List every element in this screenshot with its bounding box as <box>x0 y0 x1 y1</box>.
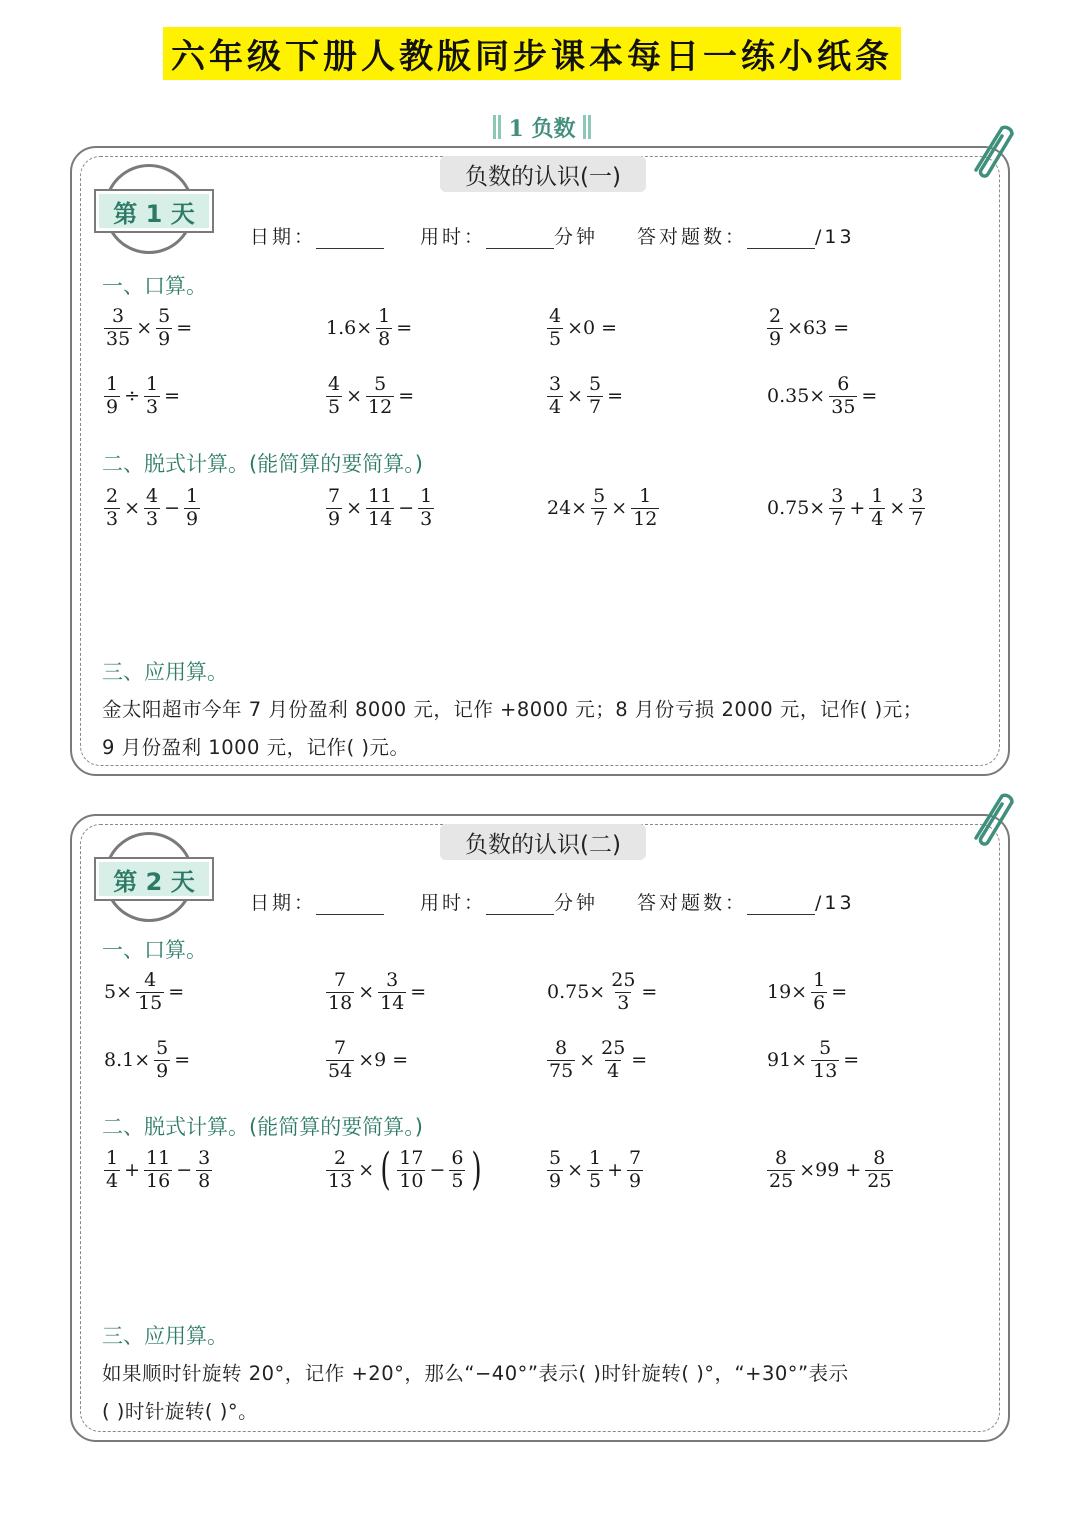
operator: = <box>396 317 413 340</box>
numerator: 8 <box>775 1147 788 1169</box>
fraction <box>376 306 392 351</box>
numerator: 1 <box>378 305 391 327</box>
fraction <box>104 1148 120 1193</box>
application-problem-line-1: 如果顺时针旋转 20°，记作 +20°，那么“−40°”表示( )时针旋转( )°，“+30°”表示 <box>102 1362 849 1385</box>
numerator: 1 <box>871 485 884 507</box>
score-field[interactable] <box>637 888 855 915</box>
denominator: 35 <box>831 395 856 418</box>
denominator: 3 <box>617 991 630 1014</box>
day-badge <box>94 164 216 254</box>
operator: = <box>831 981 848 1004</box>
numerator: 7 <box>334 969 347 991</box>
denominator: 10 <box>399 1169 424 1192</box>
math-expression <box>102 1038 192 1083</box>
parenthesis: ( <box>380 1144 391 1196</box>
math-expression <box>765 486 927 531</box>
fraction <box>865 1148 893 1193</box>
operator: ×63 = <box>787 317 850 340</box>
section-calc-note: (能简算的要简算。) <box>249 452 423 476</box>
chapter-text: 1 负数 <box>508 115 576 142</box>
fraction <box>547 1038 575 1083</box>
operator: 1.6× <box>326 317 373 340</box>
numerator: 5 <box>374 373 387 395</box>
math-expression <box>545 374 625 419</box>
chapter-bar-left <box>493 115 501 139</box>
fraction <box>869 486 885 531</box>
numerator: 5 <box>593 485 606 507</box>
operator: = <box>631 1049 648 1072</box>
section-calc-title: 二、脱式计算。 <box>102 452 249 476</box>
numerator: 8 <box>555 1037 568 1059</box>
operator: + <box>124 1159 141 1182</box>
math-expression <box>545 1148 645 1193</box>
operator: 19× <box>767 981 808 1004</box>
fraction <box>767 1148 795 1193</box>
operator: × <box>358 981 375 1004</box>
math-expression <box>545 970 659 1015</box>
section-app-heading: 三、应用算。 <box>102 1324 228 1348</box>
numerator: 3 <box>911 485 924 507</box>
math-expression <box>102 970 186 1015</box>
numerator: 4 <box>328 373 341 395</box>
numerator: 3 <box>386 969 399 991</box>
operator: ×9 = <box>358 1049 409 1072</box>
operator: × <box>889 497 906 520</box>
date-field[interactable] <box>250 222 384 249</box>
operator: × <box>346 385 363 408</box>
fraction <box>829 486 845 531</box>
section-oral-heading: 一、口算。 <box>102 274 207 298</box>
math-expression <box>765 1148 895 1193</box>
denominator: 75 <box>549 1059 574 1082</box>
fraction <box>418 486 434 531</box>
numerator: 11 <box>368 485 393 507</box>
score-label: 答对题数： <box>637 226 748 248</box>
operator: 91× <box>767 1049 808 1072</box>
operator: = <box>176 317 193 340</box>
time-field[interactable] <box>420 222 598 249</box>
date-field[interactable] <box>250 888 384 915</box>
date-label: 日期： <box>250 226 317 248</box>
section-calc-note: (能简算的要简算。) <box>249 1115 423 1139</box>
numerator: 2 <box>769 305 782 327</box>
fraction <box>397 1148 425 1193</box>
day-2-card <box>70 814 1010 1442</box>
operator: × <box>567 1159 584 1182</box>
math-expression <box>324 486 436 531</box>
fraction <box>366 486 394 531</box>
minutes-label: 分钟 <box>554 226 599 248</box>
fraction <box>104 486 120 531</box>
fraction <box>449 1148 465 1193</box>
operator: = <box>174 1049 191 1072</box>
numerator: 5 <box>156 1037 169 1059</box>
numerator: 4 <box>549 305 562 327</box>
denominator: 9 <box>158 327 171 350</box>
fraction <box>326 1148 354 1193</box>
operator: = <box>861 385 878 408</box>
math-expression <box>324 970 428 1015</box>
denominator: 54 <box>328 1059 353 1082</box>
numerator: 8 <box>873 1147 886 1169</box>
denominator: 8 <box>198 1169 211 1192</box>
fraction <box>587 1148 603 1193</box>
date-blank[interactable] <box>316 894 384 915</box>
operator: 5× <box>104 981 133 1004</box>
fraction <box>144 374 160 419</box>
denominator: 7 <box>911 507 924 530</box>
fraction <box>326 1038 354 1083</box>
paperclip-icon <box>962 786 1014 848</box>
operator: = <box>607 385 624 408</box>
denominator: 9 <box>106 395 119 418</box>
numerator: 7 <box>629 1147 642 1169</box>
denominator: 18 <box>328 991 353 1014</box>
numerator: 4 <box>144 969 157 991</box>
day-1-card <box>70 146 1010 776</box>
denominator: 8 <box>378 327 391 350</box>
numerator: 5 <box>549 1147 562 1169</box>
denominator: 5 <box>451 1169 464 1192</box>
parenthesis: ) <box>471 1144 483 1196</box>
badge-label: 第 1 天 <box>94 189 214 233</box>
operator: ×99 + <box>799 1159 862 1182</box>
math-expression <box>545 486 661 531</box>
denominator: 9 <box>328 507 341 530</box>
numerator: 7 <box>328 485 341 507</box>
numerator: 1 <box>186 485 199 507</box>
math-expression <box>765 374 879 419</box>
operator: × <box>579 1049 596 1072</box>
fraction <box>184 486 200 531</box>
fraction <box>609 970 637 1015</box>
math-expression <box>765 970 849 1015</box>
math-expression <box>102 486 202 531</box>
operator: = <box>164 385 181 408</box>
badge-label: 第 2 天 <box>94 857 214 901</box>
denominator: 13 <box>328 1169 353 1192</box>
time-label: 用时： <box>420 892 487 914</box>
operator: 24× <box>547 497 588 520</box>
operator: − <box>398 497 415 520</box>
minutes-label: 分钟 <box>554 892 599 914</box>
operator: × <box>346 497 363 520</box>
date-label: 日期： <box>250 892 317 914</box>
fraction <box>136 970 164 1015</box>
score-label: 答对题数： <box>637 892 748 914</box>
denominator: 6 <box>813 991 826 1014</box>
fraction <box>547 306 563 351</box>
denominator: 9 <box>549 1169 562 1192</box>
numerator: 7 <box>334 1037 347 1059</box>
fraction <box>909 486 925 531</box>
fraction <box>144 1148 172 1193</box>
denominator: 9 <box>629 1169 642 1192</box>
denominator: 4 <box>549 395 562 418</box>
denominator: 4 <box>106 1169 119 1192</box>
time-label: 用时： <box>420 226 487 248</box>
denominator: 9 <box>769 327 782 350</box>
operator: = <box>843 1049 860 1072</box>
math-expression <box>545 1038 649 1083</box>
day-badge <box>94 832 216 922</box>
score-blank[interactable] <box>747 228 815 249</box>
math-expression <box>102 374 182 419</box>
time-field[interactable] <box>420 888 598 915</box>
application-problem-line-1: 金太阳超市今年 7 月份盈利 8000 元，记作 +8000 元；8 月份亏损 2000 元，记作( )元； <box>102 698 923 721</box>
lesson-title: 负数的认识(二) <box>440 824 646 860</box>
fraction <box>104 374 120 419</box>
numerator: 11 <box>146 1147 171 1169</box>
denominator: 7 <box>593 507 606 530</box>
fraction <box>599 1038 627 1083</box>
numerator: 5 <box>589 373 602 395</box>
fraction <box>196 1148 212 1193</box>
operator: + <box>607 1159 624 1182</box>
numerator: 3 <box>112 305 125 327</box>
denominator: 3 <box>106 507 119 530</box>
denominator: 7 <box>589 395 602 418</box>
section-oral-heading: 一、口算。 <box>102 938 207 962</box>
section-calc-heading <box>102 448 423 478</box>
numerator: 25 <box>611 969 636 991</box>
operator: 0.75× <box>767 497 826 520</box>
math-expression <box>765 1038 861 1083</box>
application-problem-line-2: 9 月份盈利 1000 元，记作( )元。 <box>102 736 410 759</box>
denominator: 4 <box>607 1059 620 1082</box>
fraction <box>631 486 659 531</box>
operator: × <box>567 385 584 408</box>
operator: = <box>641 981 658 1004</box>
denominator: 15 <box>138 991 163 1014</box>
numerator: 1 <box>146 373 159 395</box>
numerator: 1 <box>589 1147 602 1169</box>
section-app-heading: 三、应用算。 <box>102 660 228 684</box>
numerator: 6 <box>451 1147 464 1169</box>
operator: − <box>164 497 181 520</box>
fraction <box>156 306 172 351</box>
denominator: 7 <box>831 507 844 530</box>
fraction <box>829 374 857 419</box>
lesson-title: 负数的认识(一) <box>440 156 646 192</box>
fraction <box>627 1148 643 1193</box>
operator: = <box>410 981 427 1004</box>
math-expression <box>324 374 416 419</box>
fraction <box>366 374 394 419</box>
math-expression <box>324 1144 487 1196</box>
operator: 8.1× <box>104 1049 151 1072</box>
denominator: 14 <box>380 991 405 1014</box>
denominator: 25 <box>769 1169 794 1192</box>
denominator: 25 <box>867 1169 892 1192</box>
numerator: 1 <box>639 485 652 507</box>
operator: ×0 = <box>567 317 618 340</box>
denominator: 14 <box>368 507 393 530</box>
operator: = <box>398 385 415 408</box>
fraction <box>811 970 827 1015</box>
fraction <box>547 374 563 419</box>
fraction <box>811 1038 839 1083</box>
denominator: 13 <box>813 1059 838 1082</box>
operator: + <box>849 497 866 520</box>
numerator: 2 <box>106 485 119 507</box>
fraction <box>547 1148 563 1193</box>
denominator: 9 <box>186 507 199 530</box>
denominator: 4 <box>871 507 884 530</box>
numerator: 5 <box>819 1037 832 1059</box>
operator: × <box>124 497 141 520</box>
numerator: 1 <box>106 1147 119 1169</box>
operator: ÷ <box>124 385 141 408</box>
fraction <box>378 970 406 1015</box>
denominator: 16 <box>146 1169 171 1192</box>
numerator: 3 <box>549 373 562 395</box>
paperclip-icon <box>962 118 1014 180</box>
fraction <box>767 306 783 351</box>
score-blank[interactable] <box>747 894 815 915</box>
numerator: 3 <box>831 485 844 507</box>
math-expression <box>102 1148 214 1193</box>
denominator: 5 <box>328 395 341 418</box>
numerator: 1 <box>106 373 119 395</box>
denominator: 12 <box>633 507 658 530</box>
denominator: 12 <box>368 395 393 418</box>
fraction <box>326 970 354 1015</box>
time-blank[interactable] <box>486 894 554 915</box>
denominator: 5 <box>589 1169 602 1192</box>
fraction <box>587 374 603 419</box>
date-blank[interactable] <box>316 228 384 249</box>
score-total: /13 <box>815 226 855 248</box>
operator: 0.75× <box>547 981 606 1004</box>
chapter-bar-right <box>583 115 591 139</box>
numerator: 4 <box>146 485 159 507</box>
math-expression <box>765 306 851 351</box>
numerator: 17 <box>399 1147 424 1169</box>
score-field[interactable] <box>637 222 855 249</box>
denominator: 3 <box>420 507 433 530</box>
operator: = <box>168 981 185 1004</box>
numerator: 3 <box>198 1147 211 1169</box>
numerator: 1 <box>420 485 433 507</box>
operator: × <box>136 317 153 340</box>
numerator: 2 <box>334 1147 347 1169</box>
numerator: 25 <box>601 1037 626 1059</box>
math-expression <box>545 306 619 351</box>
denominator: 5 <box>549 327 562 350</box>
score-total: /13 <box>815 892 855 914</box>
denominator: 3 <box>146 507 159 530</box>
chapter-label <box>480 112 604 142</box>
fraction <box>154 1038 170 1083</box>
fraction <box>326 486 342 531</box>
numerator: 5 <box>158 305 171 327</box>
math-expression <box>102 306 194 351</box>
page-header-title: 六年级下册人教版同步课本每日一练小纸条 <box>163 27 901 80</box>
operator: × <box>611 497 628 520</box>
fraction <box>144 486 160 531</box>
math-expression <box>324 306 414 351</box>
section-calc-heading <box>102 1111 423 1141</box>
operator: 0.35× <box>767 385 826 408</box>
denominator: 3 <box>146 395 159 418</box>
time-blank[interactable] <box>486 228 554 249</box>
fraction <box>591 486 607 531</box>
numerator: 6 <box>837 373 850 395</box>
fraction <box>326 374 342 419</box>
fraction <box>104 306 132 351</box>
operator: − <box>429 1159 446 1182</box>
operator: × <box>358 1159 375 1182</box>
denominator: 9 <box>156 1059 169 1082</box>
numerator: 1 <box>813 969 826 991</box>
operator: − <box>176 1159 193 1182</box>
application-problem-line-2: ( )时针旋转( )°。 <box>102 1400 259 1423</box>
math-expression <box>324 1038 410 1083</box>
section-calc-title: 二、脱式计算。 <box>102 1115 249 1139</box>
denominator: 35 <box>106 327 131 350</box>
